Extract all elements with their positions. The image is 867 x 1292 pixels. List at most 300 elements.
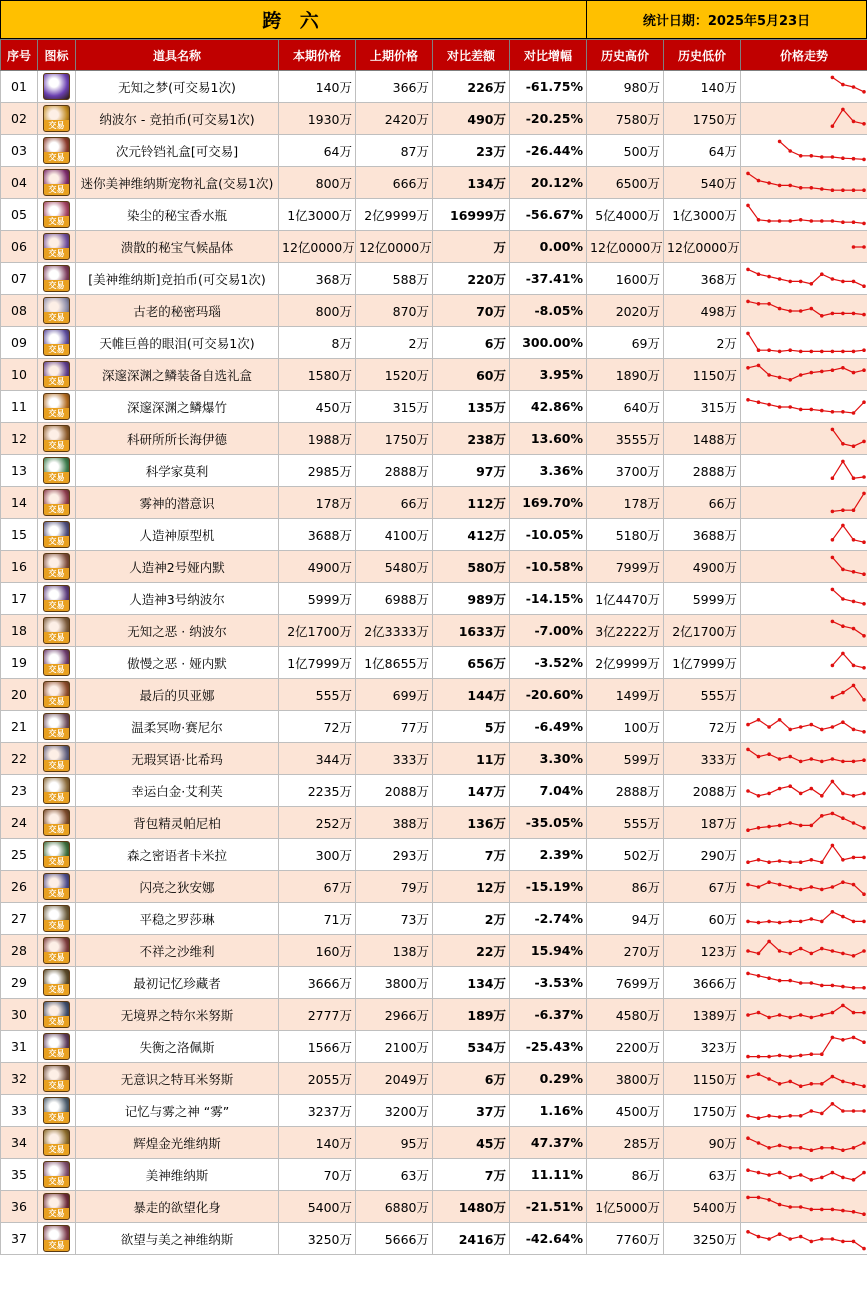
price-trend-cell [741, 487, 867, 519]
trend-point [788, 1146, 792, 1150]
table-row [1, 519, 867, 551]
item-name: 纳波尔 - 竞拍币(可交易1次) [76, 103, 279, 135]
trend-point [799, 791, 803, 795]
trend-point [820, 155, 824, 159]
price-difference: 12万 [433, 871, 510, 903]
card-frame-icon [43, 585, 70, 612]
previous-price: 2亿9999万 [356, 199, 433, 231]
card-frame-icon [43, 425, 70, 452]
previous-price: 1750万 [356, 423, 433, 455]
trend-point [757, 1054, 761, 1058]
item-icon-cell [38, 487, 76, 519]
item-name: 失衡之洛佩斯 [76, 1031, 279, 1063]
price-difference: 23万 [433, 135, 510, 167]
trend-point [820, 1207, 824, 1211]
previous-price: 2088万 [356, 775, 433, 807]
item-name: 古老的秘密玛瑙 [76, 295, 279, 327]
trend-point [767, 976, 771, 980]
trend-point [831, 427, 835, 431]
change-percent: 3.36% [510, 455, 587, 487]
trend-point [778, 920, 782, 924]
trend-point [820, 860, 824, 864]
change-percent: -61.75% [510, 71, 587, 103]
price-trend-cell [741, 903, 867, 935]
trend-point [757, 1141, 761, 1145]
trend-point [810, 306, 814, 310]
card-frame-icon [43, 969, 70, 996]
trend-point [862, 826, 866, 830]
trend-point [862, 245, 866, 249]
history-high: 1亿5000万 [587, 1191, 664, 1223]
trend-point [778, 1053, 782, 1057]
trade-tag: 交易 [44, 1048, 69, 1059]
item-icon-cell [38, 711, 76, 743]
trend-point [799, 349, 803, 353]
price-difference: 134万 [433, 167, 510, 199]
card-frame-icon [43, 777, 70, 804]
trend-point [862, 1141, 866, 1145]
trend-point [799, 186, 803, 190]
trend-point [746, 1074, 750, 1078]
trend-point [852, 599, 856, 603]
row-index: 01 [1, 71, 38, 103]
price-trend-sparkline [744, 392, 867, 422]
trend-point [852, 119, 856, 123]
change-percent: -20.25% [510, 103, 587, 135]
stat-date: 统计日期：2025年5月23日 [587, 0, 867, 39]
row-index: 11 [1, 391, 38, 423]
table-row [1, 167, 867, 199]
change-percent: 0.29% [510, 1063, 587, 1095]
history-high: 270万 [587, 935, 664, 967]
trend-point [862, 439, 866, 443]
item-icon-cell [38, 391, 76, 423]
price-trend-sparkline [744, 360, 867, 390]
trend-point [841, 791, 845, 795]
trend-point [767, 791, 771, 795]
trend-point [757, 1234, 761, 1238]
trend-point [788, 727, 792, 731]
table-row [1, 775, 867, 807]
trend-point [746, 1114, 750, 1118]
table-row [1, 263, 867, 295]
history-low: 12亿0000万 [664, 231, 741, 263]
trend-point [831, 349, 835, 353]
trend-point [841, 156, 845, 160]
trend-point [767, 1237, 771, 1241]
price-trend-sparkline [744, 1160, 867, 1190]
history-low: 1750万 [664, 103, 741, 135]
trend-point [810, 1239, 814, 1243]
trend-line [748, 781, 864, 795]
price-difference: 2万 [433, 903, 510, 935]
trend-point [810, 786, 814, 790]
trend-point [788, 1237, 792, 1241]
trend-line [748, 1231, 864, 1248]
current-price: 5999万 [279, 583, 356, 615]
trend-point [778, 1202, 782, 1206]
trend-point [862, 791, 866, 795]
change-percent: 47.37% [510, 1127, 587, 1159]
trend-point [820, 219, 824, 223]
price-trend-sparkline [744, 296, 867, 326]
row-index: 25 [1, 839, 38, 871]
trend-point [767, 348, 771, 352]
history-high: 1499万 [587, 679, 664, 711]
item-icon-cell [38, 679, 76, 711]
price-difference: 45万 [433, 1127, 510, 1159]
trend-point [788, 348, 792, 352]
venus-coin-icon [43, 265, 70, 292]
history-high: 1亿4470万 [587, 583, 664, 615]
trend-point [767, 1077, 771, 1081]
trend-point [841, 279, 845, 283]
item-icon-cell [38, 1159, 76, 1191]
trend-point [852, 156, 856, 160]
trend-point [862, 1109, 866, 1113]
table-row [1, 423, 867, 455]
price-difference: 7万 [433, 1159, 510, 1191]
trend-point [778, 823, 782, 827]
trend-point [788, 1079, 792, 1083]
trend-point [810, 1207, 814, 1211]
trend-point [862, 188, 866, 192]
price-trend-cell [741, 615, 867, 647]
trend-point [862, 758, 866, 762]
history-high: 178万 [587, 487, 664, 519]
trend-point [820, 887, 824, 891]
price-trend-cell [741, 327, 867, 359]
trend-line [832, 589, 864, 603]
current-price: 4900万 [279, 551, 356, 583]
change-percent: -56.67% [510, 199, 587, 231]
table-row [1, 615, 867, 647]
price-trend-cell [741, 711, 867, 743]
trend-point [831, 811, 835, 815]
trend-point [852, 882, 856, 886]
table-row [1, 71, 867, 103]
trend-point [820, 983, 824, 987]
trend-point [767, 402, 771, 406]
previous-price: 870万 [356, 295, 433, 327]
history-high: 2020万 [587, 295, 664, 327]
history-high: 980万 [587, 71, 664, 103]
price-difference: 22万 [433, 935, 510, 967]
row-index: 19 [1, 647, 38, 679]
price-trend-cell [741, 199, 867, 231]
trend-line [832, 77, 864, 91]
table-row [1, 1095, 867, 1127]
trend-point [799, 154, 803, 158]
trend-line [748, 1005, 864, 1017]
trend-point [778, 349, 782, 353]
trend-point [841, 914, 845, 918]
previous-price: 366万 [356, 71, 433, 103]
price-trend-cell [741, 743, 867, 775]
history-low: 498万 [664, 295, 741, 327]
history-low: 72万 [664, 711, 741, 743]
trade-tag: 交易 [44, 856, 69, 867]
previous-price: 5480万 [356, 551, 433, 583]
card-frame-icon [43, 681, 70, 708]
row-index: 07 [1, 263, 38, 295]
previous-price: 3800万 [356, 967, 433, 999]
trend-point [852, 919, 856, 923]
trend-point [799, 981, 803, 985]
trend-point [862, 698, 866, 702]
current-price: 800万 [279, 167, 356, 199]
sheet-header [0, 0, 867, 40]
history-low: 1389万 [664, 999, 741, 1031]
trend-point [767, 274, 771, 278]
trend-point [852, 220, 856, 224]
history-high: 285万 [587, 1127, 664, 1159]
item-name: 科研所所长海伊德 [76, 423, 279, 455]
trend-point [852, 245, 856, 249]
trend-point [841, 220, 845, 224]
col-header-change-percent: 对比增幅 [510, 40, 587, 71]
trend-line [832, 621, 864, 635]
trend-point [757, 348, 761, 352]
trade-tag: 交易 [44, 440, 69, 451]
trend-point [788, 1175, 792, 1179]
trend-point [841, 567, 845, 571]
perfume-icon [43, 201, 70, 228]
trend-point [778, 306, 782, 310]
price-difference: 136万 [433, 807, 510, 839]
item-icon-cell [38, 103, 76, 135]
trend-point [810, 1052, 814, 1056]
trend-point [757, 178, 761, 182]
trend-point [862, 919, 866, 923]
history-high: 640万 [587, 391, 664, 423]
item-name: 次元铃铛礼盒[可交易] [76, 135, 279, 167]
item-name: 染尘的秘宝香水瓶 [76, 199, 279, 231]
price-trend-sparkline [744, 232, 867, 262]
trend-point [799, 946, 803, 950]
trade-tag: 交易 [44, 1144, 69, 1155]
trend-point [841, 1175, 845, 1179]
price-trend-cell [741, 1223, 867, 1255]
trend-point [778, 375, 782, 379]
table-row [1, 1191, 867, 1223]
price-trend-sparkline [744, 328, 867, 358]
trend-point [746, 789, 750, 793]
trend-point [778, 183, 782, 187]
trade-tag: 交易 [44, 536, 69, 547]
change-percent: -20.60% [510, 679, 587, 711]
price-trend-cell [741, 1095, 867, 1127]
trend-point [767, 752, 771, 756]
item-icon-cell [38, 231, 76, 263]
history-low: 555万 [664, 679, 741, 711]
item-icon-cell [38, 1063, 76, 1095]
trend-point [746, 171, 750, 175]
trend-point [841, 410, 845, 414]
col-header-icon: 图标 [38, 40, 76, 71]
trend-point [778, 277, 782, 281]
change-percent: -3.52% [510, 647, 587, 679]
change-percent: 20.12% [510, 167, 587, 199]
previous-price: 1亿8655万 [356, 647, 433, 679]
price-trend-cell [741, 1031, 867, 1063]
history-high: 3800万 [587, 1063, 664, 1095]
previous-price: 3200万 [356, 1095, 433, 1127]
row-index: 14 [1, 487, 38, 519]
price-trend-cell [741, 935, 867, 967]
table-row [1, 967, 867, 999]
trend-point [820, 727, 824, 731]
previous-price: 2420万 [356, 103, 433, 135]
trend-point [831, 277, 835, 281]
trend-line [748, 365, 864, 379]
trend-point [852, 626, 856, 630]
price-trend-sparkline [744, 1000, 867, 1030]
trend-point [820, 349, 824, 353]
history-low: 1亿7999万 [664, 647, 741, 679]
trend-point [799, 1173, 803, 1177]
trend-line [748, 911, 864, 922]
trade-tag: 交易 [44, 888, 69, 899]
trend-point [757, 885, 761, 889]
trend-point [831, 725, 835, 729]
trend-point [778, 949, 782, 953]
price-difference: 490万 [433, 103, 510, 135]
trend-point [852, 986, 856, 990]
trend-point [831, 1035, 835, 1039]
trend-point [852, 370, 856, 374]
trend-point [778, 1232, 782, 1236]
table-row [1, 999, 867, 1031]
trade-tag: 交易 [44, 1240, 69, 1251]
card-frame-icon [43, 1097, 70, 1124]
table-row [1, 1159, 867, 1191]
trend-point [820, 946, 824, 950]
trend-point [831, 695, 835, 699]
history-high: 100万 [587, 711, 664, 743]
history-low: 63万 [664, 1159, 741, 1191]
trend-point [810, 917, 814, 921]
trade-tag: 交易 [44, 248, 69, 259]
item-name: 美神维纳斯 [76, 1159, 279, 1191]
current-price: 344万 [279, 743, 356, 775]
history-low: 315万 [664, 391, 741, 423]
item-name: 深邃深渊之鳞爆竹 [76, 391, 279, 423]
trend-point [862, 312, 866, 316]
price-trend-sparkline [744, 584, 867, 614]
item-icon-cell [38, 647, 76, 679]
price-difference: 220万 [433, 263, 510, 295]
item-name: 迷你美神维纳斯宠物礼盒(交易1次) [76, 167, 279, 199]
trend-point [831, 410, 835, 414]
trend-point [799, 1053, 803, 1057]
item-name: 平稳之罗莎琳 [76, 903, 279, 935]
previous-price: 315万 [356, 391, 433, 423]
price-trend-cell [741, 807, 867, 839]
trend-point [852, 508, 856, 512]
history-low: 1亿3000万 [664, 199, 741, 231]
table-row [1, 391, 867, 423]
table-row [1, 1127, 867, 1159]
trend-point [841, 82, 845, 86]
trend-point [841, 624, 845, 628]
price-trend-cell [741, 359, 867, 391]
price-difference: 5万 [433, 711, 510, 743]
trend-point [799, 279, 803, 283]
trend-point [757, 794, 761, 798]
item-name: 无知之梦(可交易1次) [76, 71, 279, 103]
item-name: 人造神2号娅内默 [76, 551, 279, 583]
change-percent: 3.30% [510, 743, 587, 775]
trade-tag: 交易 [44, 120, 69, 131]
history-low: 5999万 [664, 583, 741, 615]
trend-point [810, 370, 814, 374]
col-header-name: 道具名称 [76, 40, 279, 71]
history-low: 540万 [664, 167, 741, 199]
trend-point [799, 1013, 803, 1017]
trend-point [767, 824, 771, 828]
previous-price: 79万 [356, 871, 433, 903]
trend-line [748, 1138, 864, 1150]
item-name: 傲慢之恶 · 娅内默 [76, 647, 279, 679]
trend-point [757, 826, 761, 830]
change-percent: -6.37% [510, 999, 587, 1031]
trend-point [757, 1010, 761, 1014]
previous-price: 666万 [356, 167, 433, 199]
previous-price: 388万 [356, 807, 433, 839]
previous-price: 66万 [356, 487, 433, 519]
price-difference: 1633万 [433, 615, 510, 647]
current-price: 64万 [279, 135, 356, 167]
history-high: 3亿2222万 [587, 615, 664, 647]
history-high: 4580万 [587, 999, 664, 1031]
trend-point [852, 1109, 856, 1113]
trend-point [831, 885, 835, 889]
history-low: 90万 [664, 1127, 741, 1159]
trend-point [862, 666, 866, 670]
trend-line [748, 845, 864, 862]
trend-point [810, 1082, 814, 1086]
trade-tag: 交易 [44, 1176, 69, 1187]
trade-tag: 交易 [44, 280, 69, 291]
trend-point [757, 1170, 761, 1174]
trend-point [746, 828, 750, 832]
trend-point [799, 1084, 803, 1088]
previous-price: 1520万 [356, 359, 433, 391]
price-difference: 万 [433, 231, 510, 263]
trend-point [841, 651, 845, 655]
trend-point [810, 1015, 814, 1019]
trend-point [788, 1054, 792, 1058]
change-percent: 1.16% [510, 1095, 587, 1127]
trend-point [852, 954, 856, 958]
trend-point [831, 949, 835, 953]
current-price: 160万 [279, 935, 356, 967]
current-price: 300万 [279, 839, 356, 871]
trend-point [778, 1143, 782, 1147]
trend-point [757, 363, 761, 367]
price-trend-sparkline [744, 840, 867, 870]
item-name: 欲望与美之神维纳斯 [76, 1223, 279, 1255]
row-index: 37 [1, 1223, 38, 1255]
trend-point [831, 476, 835, 480]
trend-point [746, 860, 750, 864]
trend-point [767, 880, 771, 884]
history-high: 86万 [587, 871, 664, 903]
trend-point [767, 1114, 771, 1118]
change-percent: -8.05% [510, 295, 587, 327]
history-low: 1488万 [664, 423, 741, 455]
